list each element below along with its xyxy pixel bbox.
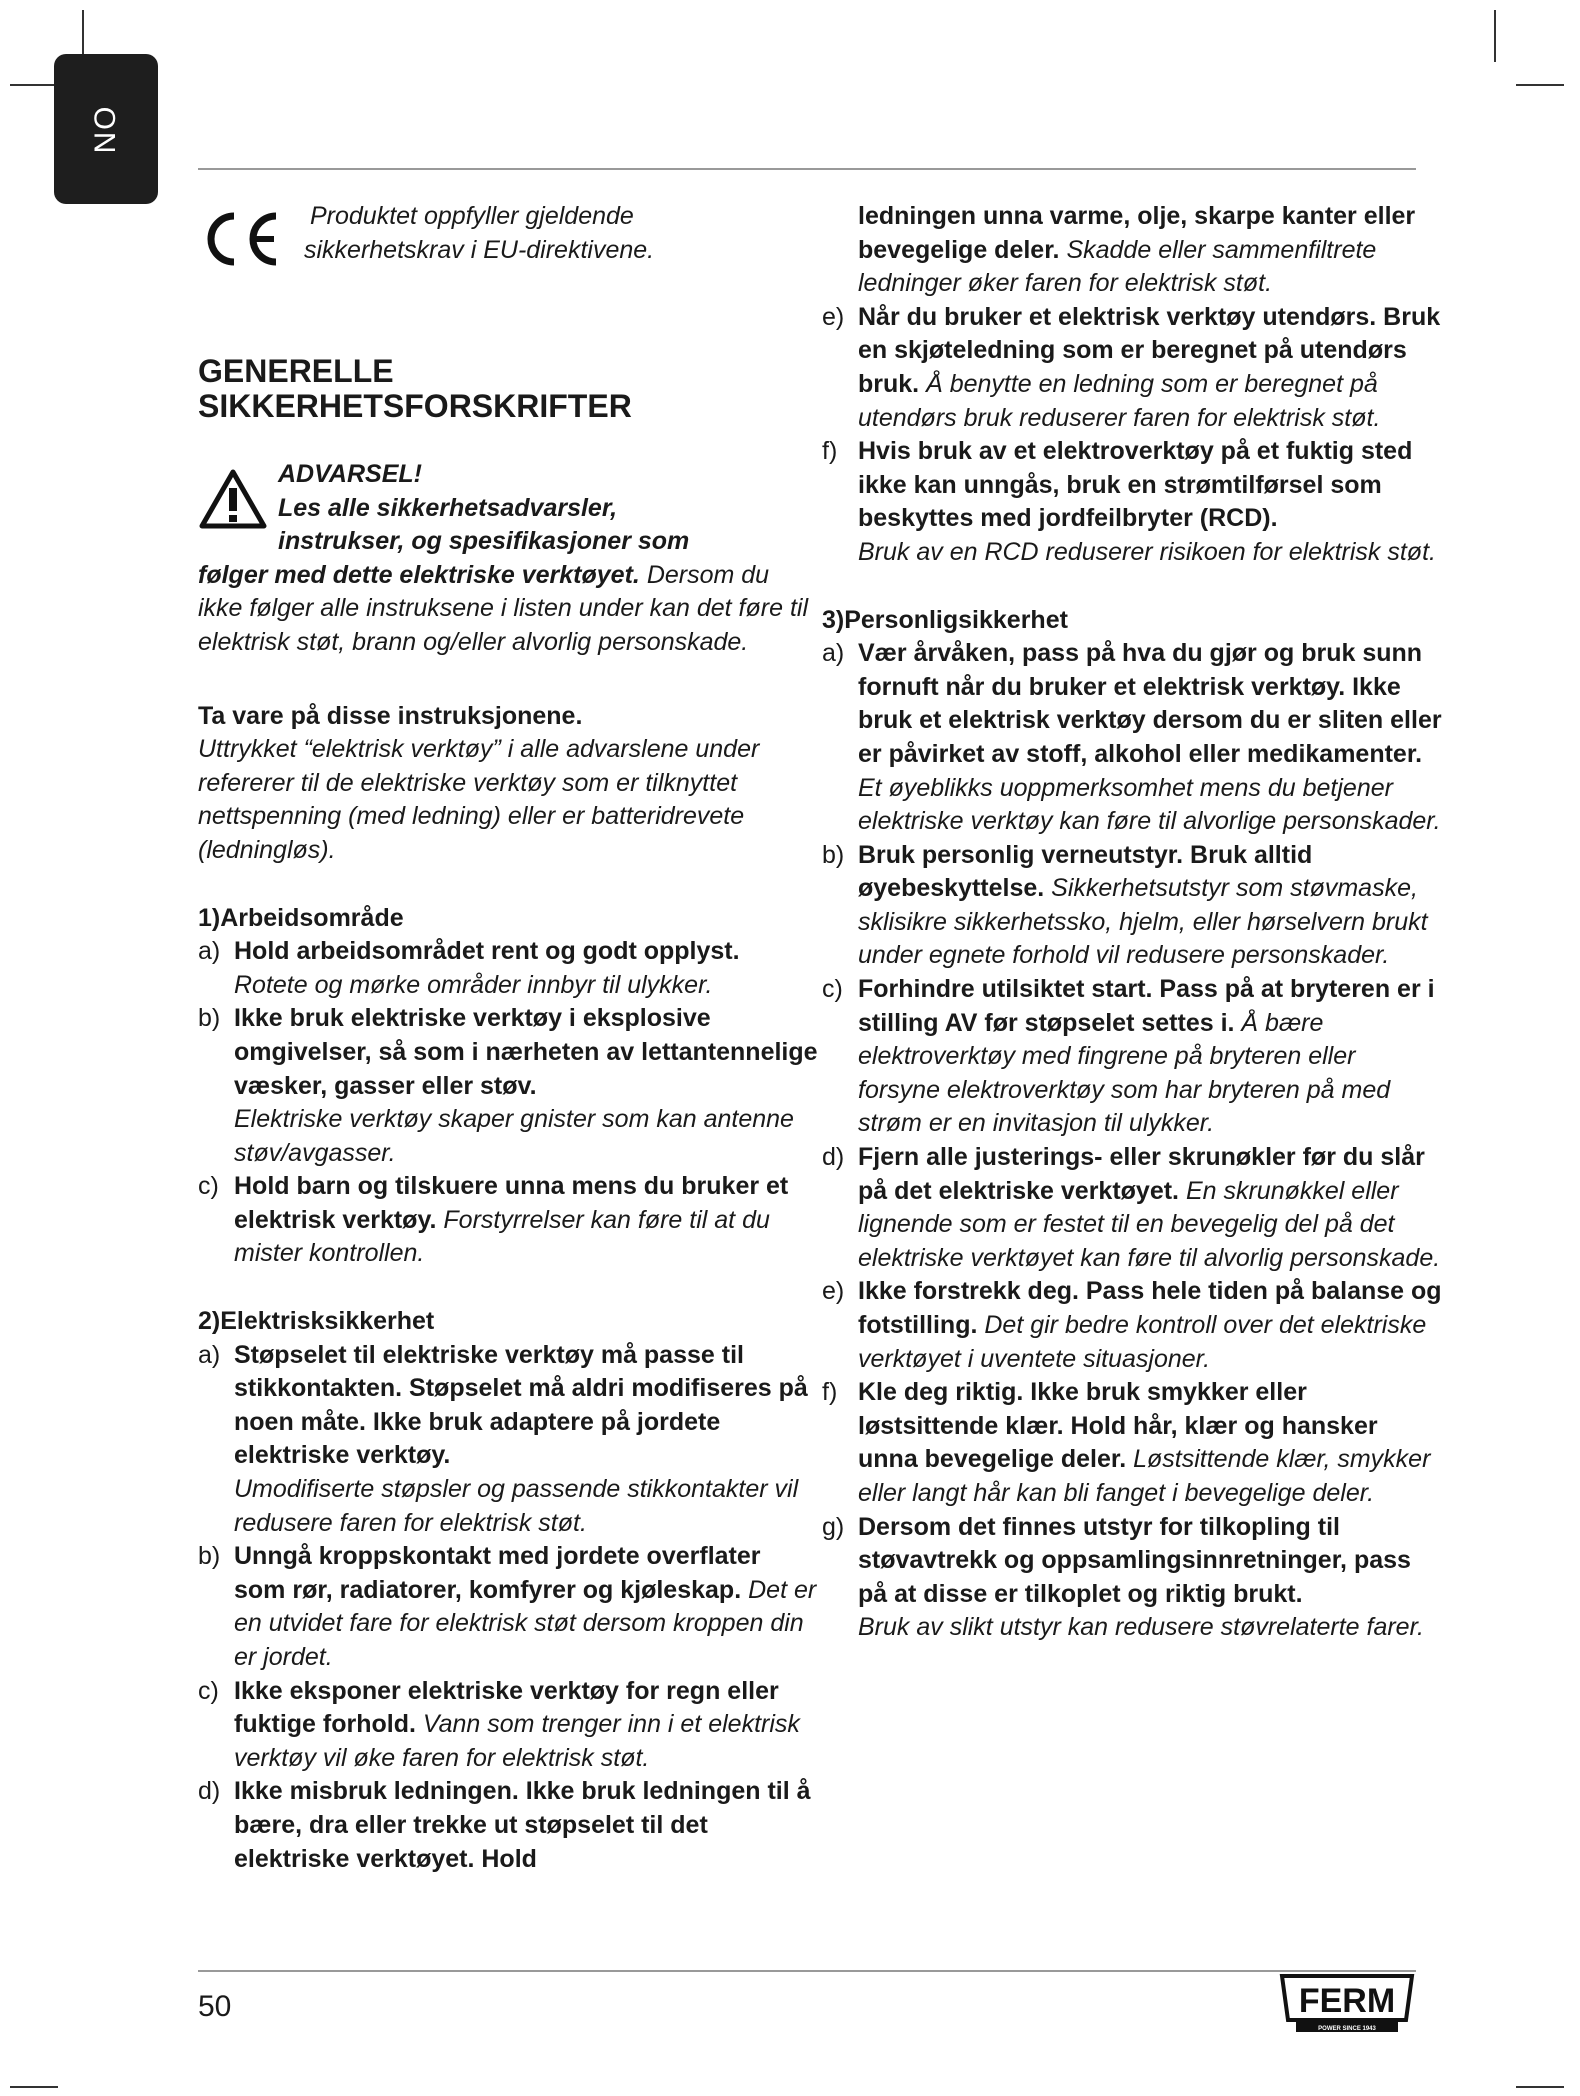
item-bold: ledningen unna varme, olje, skarpe kanter eller bevegelige deler. — [858, 202, 1416, 264]
list-item — [198, 1339, 818, 1541]
list-item — [822, 1376, 1442, 1510]
warning-rest: Dersom du ikke følger alle instruksene i listen under kan det føre til elektrisk støt, brann og/eller alvorlig personskade. — [198, 560, 808, 656]
item-italic: Løstsittende klær, smykker eller langt hår kan bli fanget i bevegelige deler. — [858, 1445, 1431, 1507]
section-1-title: 1)Arbeidsområde — [198, 903, 404, 932]
item-bold: Dersom det finnes utstyr for tilkopling til støvavtrekk og oppsamlingsinnretninger, pass på at disse er tilkoplet og riktig brukt. — [858, 1512, 1411, 1608]
item-label: a) — [198, 937, 221, 966]
list-item — [198, 935, 818, 1002]
header-rule — [198, 168, 1416, 170]
crop-mark — [1516, 2086, 1564, 2088]
item-bold: Forhindre utilsiktet start. Pass på at bryteren er i stilling AV før støpselet settes i. — [858, 975, 1435, 1037]
item-italic: Bruk av slikt utstyr kan redusere støvrelaterte farer. — [858, 1613, 1424, 1642]
item-italic: Rotete og mørke områder innbyr til ulykker. — [234, 970, 713, 999]
item-label: b) — [198, 1004, 221, 1033]
list-item — [198, 1170, 818, 1271]
warning-title: ADVARSEL! — [278, 460, 422, 488]
item-bold: Ikke misbruk ledningen. Ikke bruk ledningen til å bære, dra eller trekke ut støpselet til det elektriske verktøyet. Hold — [234, 1777, 811, 1873]
keep-text: Uttrykket “elektrisk verktøy” i alle advarslene under refererer til de elektriske verktøy som er tilknyttet nettspenning (med ledning) eller er batteridrevete (ledningløs). — [198, 735, 760, 864]
item-label: c) — [198, 1676, 219, 1705]
logo-subtext: POWER SINCE 1943 — [1318, 2026, 1376, 2032]
list-item — [822, 637, 1442, 839]
list-item-continued — [822, 200, 1442, 301]
item-italic: Det er en utvidet fare for elektrisk støt dersom kroppen din er jordet. — [234, 1575, 817, 1671]
item-italic: Elektriske verktøy skaper gnister som kan antenne støv/avgasser. — [234, 1105, 794, 1167]
crop-mark — [10, 84, 58, 86]
item-label: c) — [198, 1172, 219, 1201]
ferm-logo — [1278, 1974, 1416, 2034]
item-italic: Bruk av en RCD reduserer risikoen for elektrisk støt. — [858, 537, 1436, 566]
item-bold: Ikke eksponer elektriske verktøy for regn eller fuktige forhold. — [234, 1676, 779, 1739]
list-item — [198, 1002, 818, 1170]
item-italic: Skadde eller sammenfiltrete ledninger øker faren for elektrisk støt. — [858, 235, 1377, 298]
ce-text — [304, 200, 654, 267]
language-tab-label: NO — [89, 104, 122, 154]
item-italic: Umodifiserte støpsler og passende stikkontakter vil redusere faren for elektrisk støt. — [234, 1475, 799, 1537]
item-label: c) — [822, 975, 843, 1004]
list-item — [198, 1540, 818, 1674]
keep-title: Ta vare på disse instruksjonene. — [198, 701, 583, 730]
item-bold: Hold arbeidsområdet rent og godt opplyst. — [234, 937, 740, 966]
crop-mark — [10, 2086, 58, 2088]
ce-text-line: sikkerhetskrav i EU-direktivene. — [304, 235, 655, 264]
warning-paragraph — [198, 559, 818, 660]
list-item — [822, 839, 1442, 973]
item-label: f) — [822, 1378, 838, 1407]
item-bold: Ikke bruk elektriske verktøy i eksplosive omgivelser, så som i nærheten av lettantennelige væsker, gasser eller støv. — [234, 1004, 818, 1100]
crop-mark — [1494, 10, 1496, 62]
warning-triangle-icon — [198, 468, 268, 530]
list-item — [822, 1141, 1442, 1275]
item-bold: Støpselet til elektriske verktøy må passe til stikkontakten. Støpselet må aldri modifiseres på noen måte. Ikke bruk adaptere på jordete elektriske verktøy. — [234, 1340, 808, 1470]
item-label: a) — [198, 1340, 221, 1369]
item-bold: Når du bruker et elektrisk verktøy utendørs. Bruk en skjøteledning som er beregnet på utendørs bruk. — [858, 302, 1441, 398]
warning-line: følger med dette elektriske verktøyet. — [198, 560, 640, 589]
item-label: d) — [198, 1777, 221, 1806]
warning-line: instrukser, og spesifikasjoner som — [278, 527, 690, 556]
list-item — [822, 301, 1442, 435]
language-tab — [54, 54, 158, 204]
list-item — [822, 1511, 1442, 1645]
item-italic: Å bære elektroverktøy med fingrene på bryteren eller forsyne elektroverktøy som har bryteren på med strøm er en invitasjon til ulykker. — [858, 1008, 1391, 1138]
item-bold: Kle deg riktig. Ikke bruk smykker eller løstsittende klær. Hold hår, klær og hansker unna bevegelige deler. — [858, 1378, 1378, 1474]
item-italic: Forstyrrelser kan føre til at du mister kontrollen. — [234, 1205, 770, 1268]
item-bold: Bruk personlig verneutstyr. Bruk alltid øyebeskyttelse. — [858, 840, 1313, 903]
item-label: e) — [822, 302, 845, 331]
right-column — [822, 200, 1442, 1645]
item-label: e) — [822, 1277, 845, 1306]
crop-mark — [1516, 84, 1564, 86]
warning-line: Les alle sikkerhetsadvarsler, — [278, 493, 618, 522]
ce-text-line: Produktet oppfyller gjeldende — [310, 202, 634, 230]
item-italic: En skrunøkkel eller lignende som er festet til en bevegelig del på det elektriske verktøyet kan føre til alvorlig personskade. — [858, 1176, 1441, 1272]
list-item — [822, 1275, 1442, 1376]
logo-text: FERM — [1298, 1982, 1396, 2020]
section-3-title: 3)Personligsikkerhet — [822, 605, 1068, 634]
item-italic: Å benytte en ledning som er beregnet på utendørs bruk reduserer faren for elektrisk støt. — [858, 369, 1381, 432]
item-bold: Hvis bruk av et elektroverktøy på et fuktig sted ikke kan unngås, bruk en strømtilførsel som beskyttes med jordfeilbryter (RCD). — [858, 437, 1413, 533]
list-item — [198, 1675, 818, 1776]
list-item — [822, 973, 1442, 1141]
page-number: 50 — [198, 1990, 232, 2023]
list-item — [822, 435, 1442, 569]
item-label: b) — [822, 840, 845, 869]
item-italic: Et øyeblikks uoppmerksomhet mens du betjener elektriske verktøy kan føre til alvorlige personskader. — [858, 773, 1441, 836]
item-bold: Hold barn og tilskuere unna mens du bruker et elektrisk verktøy. — [234, 1172, 789, 1234]
item-label: a) — [822, 639, 845, 668]
item-label: f) — [822, 437, 838, 466]
main-heading-line: GENERELLE — [198, 353, 394, 389]
item-label: b) — [198, 1542, 221, 1571]
item-bold: Ikke forstrekk deg. Pass hele tiden på balanse og fotstilling. — [858, 1277, 1442, 1339]
item-label: d) — [822, 1143, 845, 1172]
footer-rule — [198, 1970, 1416, 1972]
ce-mark-icon — [198, 210, 280, 268]
list-item — [198, 1775, 818, 1876]
item-italic: Vann som trenger inn i et elektrisk verktøy vil øke faren for elektrisk støt. — [234, 1710, 800, 1772]
left-column — [198, 200, 818, 1876]
item-bold: Fjern alle justerings- eller skrunøkler før du slår på det elektriske verktøyet. — [858, 1143, 1425, 1205]
item-bold: Vær årvåken, pass på hva du gjør og bruk sunn fornuft når du bruker et elektrisk verktøy. Ikke bruk et elektrisk verktøy dersom du er sliten eller er påvirket av stoff, alkohol eller medikamenter. — [858, 639, 1442, 768]
item-italic: Det gir bedre kontroll over det elektriske verktøyet i uventete situasjoner. — [858, 1311, 1427, 1373]
warning-block — [198, 458, 818, 559]
main-heading-line: SIKKERHETSFORSKRIFTER — [198, 388, 632, 424]
ce-notice — [198, 200, 818, 268]
item-label: g) — [822, 1512, 845, 1541]
section-2-title: 2)Elektrisksikkerhet — [198, 1307, 435, 1336]
item-italic: Sikkerhetsutstyr som støvmaske, sklisikre sikkerhetssko, hjelm, eller hørselvern brukt under egnete forhold vil redusere personskader. — [858, 874, 1428, 970]
item-bold: Unngå kroppskontakt med jordete overflater som rør, radiatorer, komfyrer og kjøleskap. — [234, 1542, 761, 1604]
